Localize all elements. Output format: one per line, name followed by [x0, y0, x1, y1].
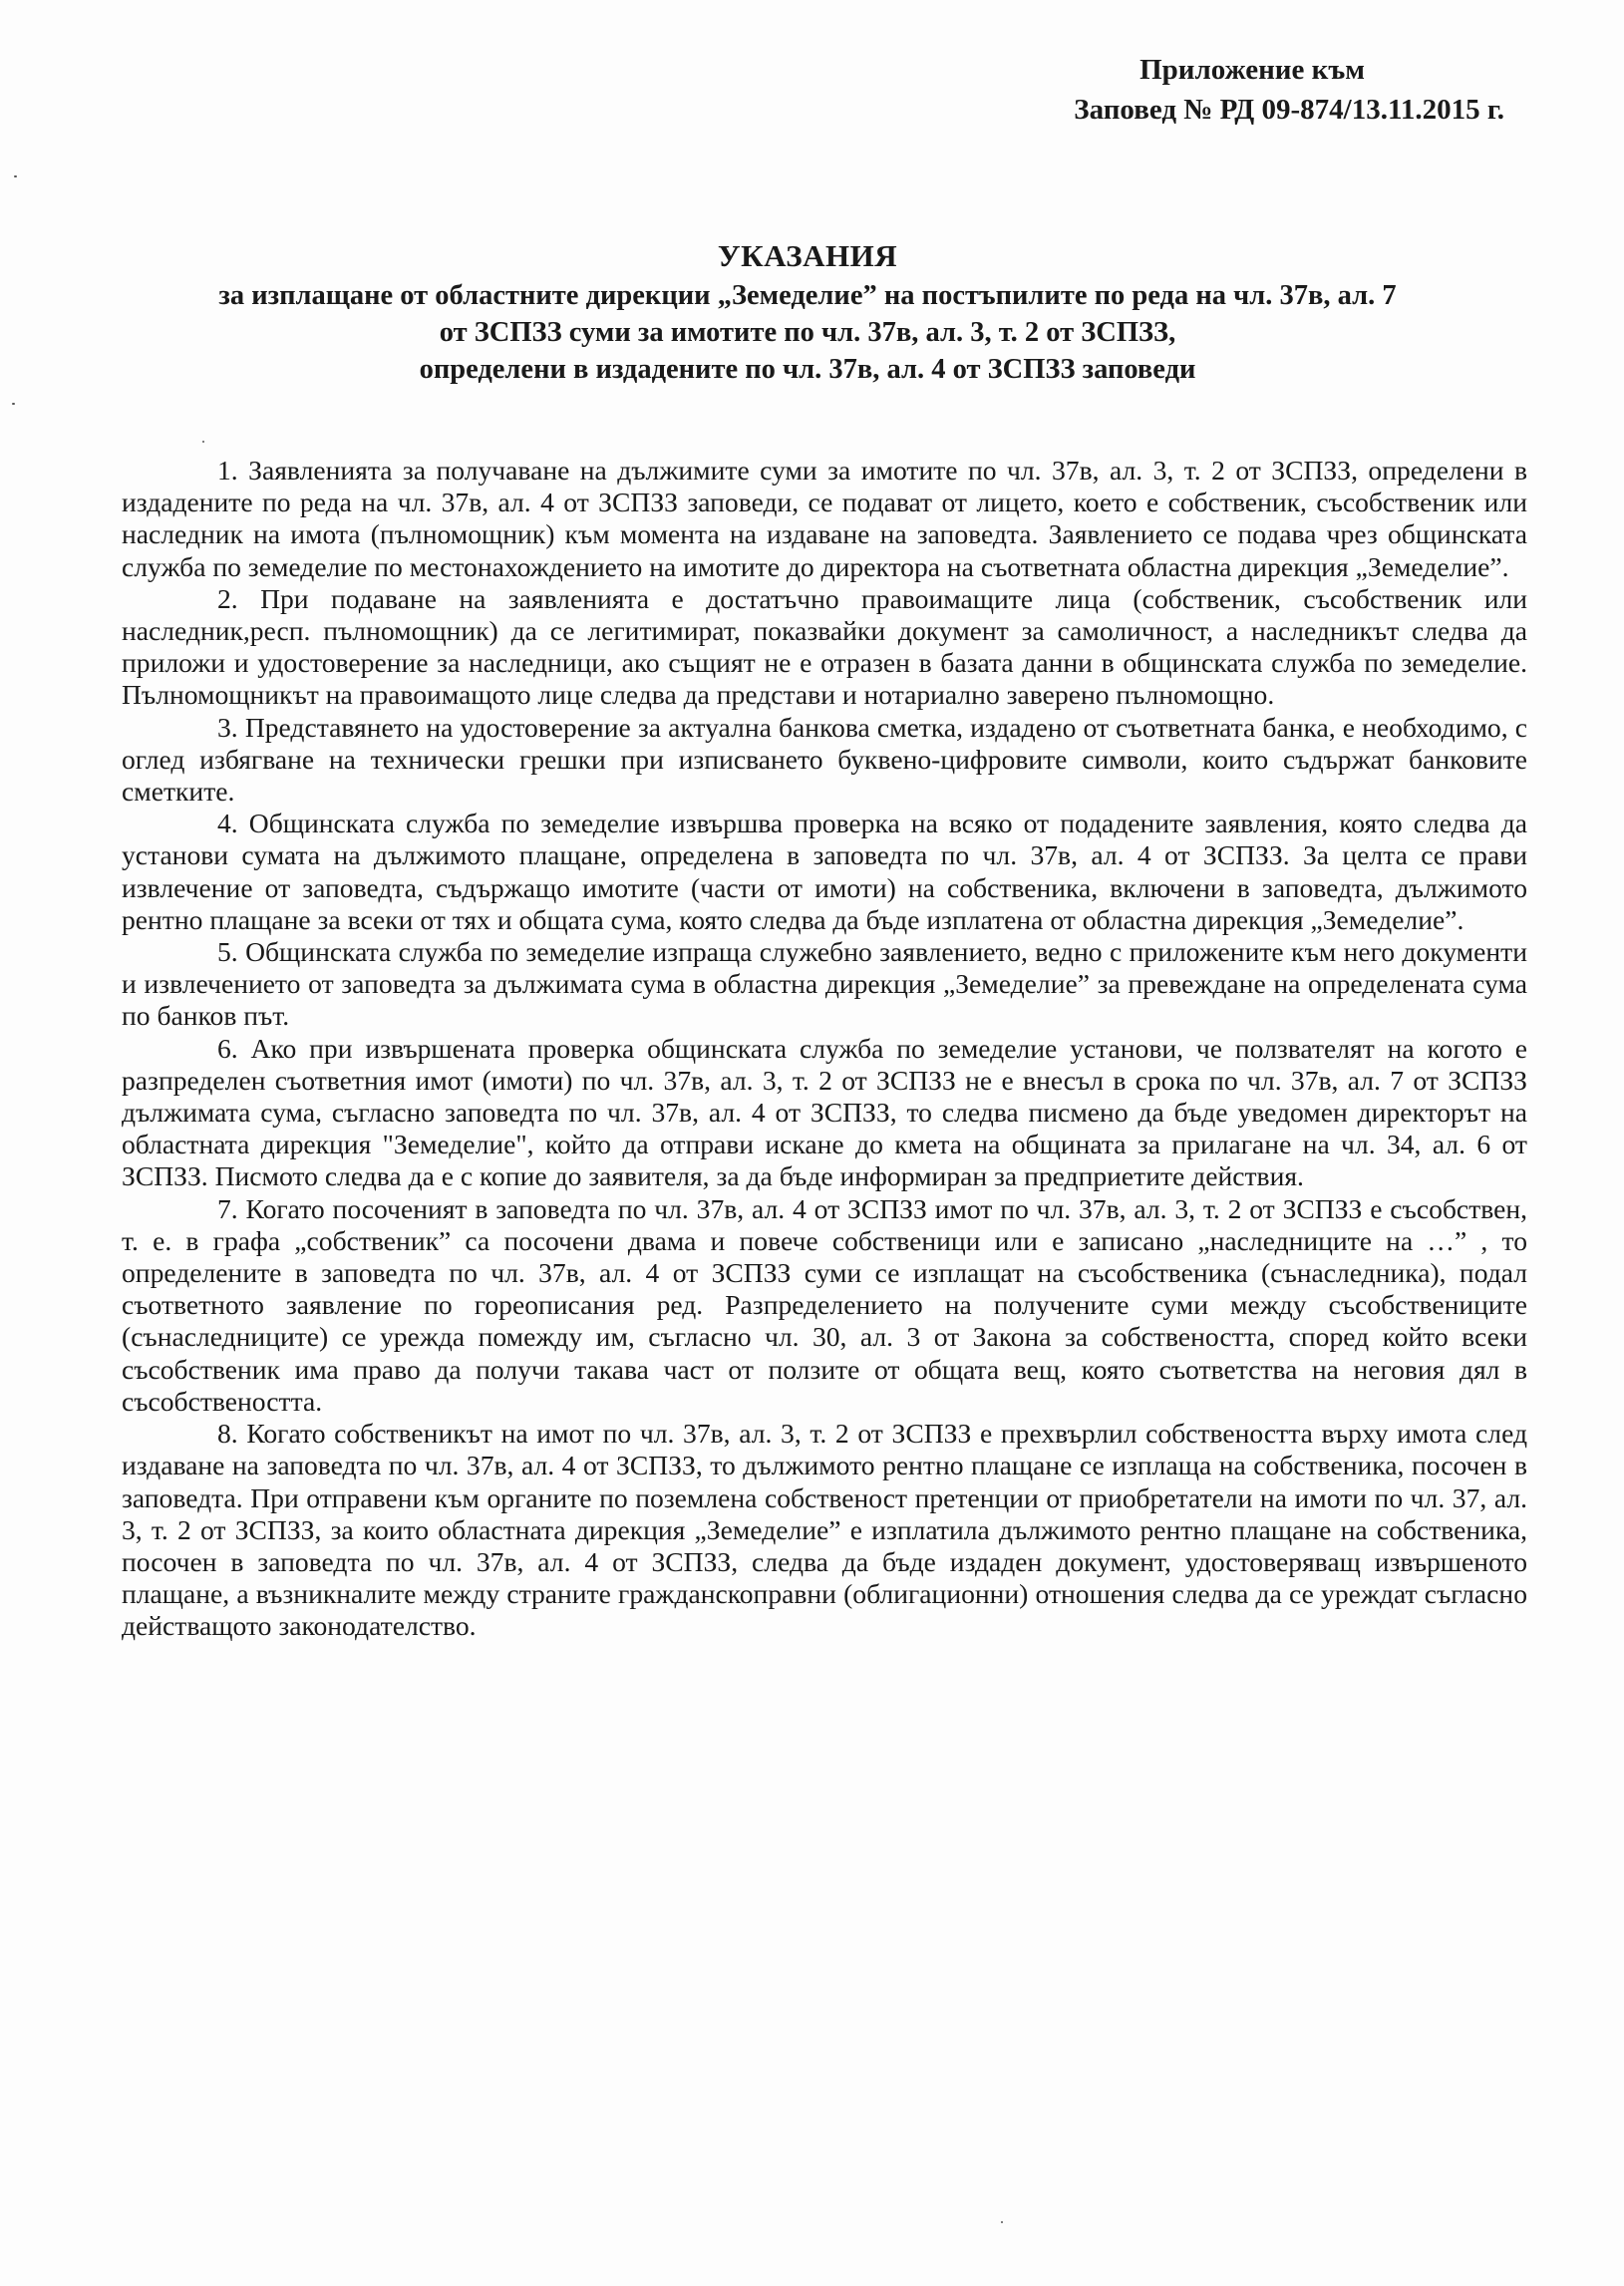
- annex-line-1: Приложение към: [1139, 54, 1365, 86]
- scan-speck: [12, 403, 15, 405]
- paragraph-3: 3. Представянето на удостоверение за актуална банкова сметка, издадено от съответната банка, е необходимо, с оглед избягване на технически грешки при изписването буквено-цифровите символи, които съдържат банковите сметките.: [122, 711, 1527, 808]
- document-title: УКАЗАНИЯ: [717, 238, 898, 273]
- paragraph-6: 6. Ако при извършената проверка общинската служба по земеделие установи, че ползвателят на когото е разпределен съответния имот (имоти) по чл. 37в, ал. 3, т. 2 от ЗСПЗЗ не е внесъл в срока по чл. 37в, ал. 7 от ЗСПЗЗ дължимата сума, съгласно заповедта по чл. 37в, ал. 4 от ЗСПЗЗ, то следва писмено да бъде уведомен директорът на областната дирекция "Земеделие", който да отправи искане до кмета на общината за прилагане на чл. 34, ал. 6 от ЗСПЗЗ. Писмото следва да е с копие до заявителя, за да бъде информиран за предприетите действия.: [122, 1032, 1527, 1192]
- scan-speck: [202, 441, 204, 443]
- paragraph-8: 8. Когато собственикът на имот по чл. 37в, ал. 3, т. 2 от ЗСПЗЗ е прехвърлил собствеността върху имота след издаване на заповедта по чл. 37в, ал. 4 от ЗСПЗЗ, то дължимото рентно плащане се изплаща на собственика, посочен в заповедта. При отправени към органите по поземлена собственост претенции от приобретатели на имоти по чл. 37, ал. 3, т. 2 от ЗСПЗЗ, за които областната дирекция „Земеделие” е изплатила дължимото рентно плащане на собственика, посочен в заповедта по чл. 37в, ал. 4 от ЗСПЗЗ, следва да бъде издаден документ, удостоверяващ извършеното плащане, а възникналите между страните гражданскоправни (облигационни) отношения следва да се уреждат съгласно действащото законодателство.: [122, 1418, 1527, 1642]
- document-body: [122, 455, 1527, 1643]
- subtitle-line-1: за изплащане от областните дирекции „Земеделие” на постъпилите по реда на чл. 37в, ал. 7: [218, 280, 1397, 311]
- paragraph-2: 2. При подаване на заявленията е достатъчно правоимащите лица (собственик, съсобственик или наследник,респ. пълномощник) да се легитимират, показвайки документ за самоличност, а наследникът следва да приложи и удостоверение за наследници, ако същият не е отразен в базата данни в общинската служба по земеделие. Пълномощникът на правоимащото лице следва да представи и нотариално заверено пълномощно.: [122, 582, 1527, 711]
- paragraph-4: 4. Общинската служба по земеделие извършва проверка на всяко от подадените заявления, която следва да установи сумата на дължимото плащане, определена в заповедта по чл. 37в, ал. 4 от ЗСПЗЗ. За целта се прави извлечение от заповедта, съдържащо имотите (части от имоти) на собственика, включени в заповедта, дължимото рентно плащане за всеки от тях и общата сума, която следва да бъде изплатена от областна дирекция „Земеделие”.: [122, 808, 1527, 935]
- scan-speck: [14, 175, 17, 177]
- scan-speck: [1001, 2221, 1003, 2223]
- subtitle-line-2: от ЗСПЗЗ суми за имотите по чл. 37в, ал. 3, т. 2 от ЗСПЗЗ,: [439, 317, 1176, 348]
- paragraph-1: 1. Заявленията за получаване на дължимите суми за имотите по чл. 37в, ал. 3, т. 2 от ЗСПЗЗ, определени в издадените по реда на чл. 37в, ал. 4 от ЗСПЗЗ заповеди, се подават от лицето, което е собственик, съсобственик или наследник на имота (пълномощник) към момента на издаване на заповедта. Заявлението се подава чрез общинската служба по земеделие по местонахождението на имотите до директора на съответната областна дирекция „Земеделие”.: [122, 455, 1527, 582]
- paragraph-7: 7. Когато посоченият в заповедта по чл. 37в, ал. 4 от ЗСПЗЗ имот по чл. 37в, ал. 3, т. 2 от ЗСПЗЗ е съсобствен, т. е. в графа „собственик” са посочени двама и повече собственици или е записано „наследниците на …” , то определените в заповедта по чл. 37в, ал. 4 от ЗСПЗЗ суми се изплащат на съсобственика (сънаследника), подал съответното заявление по гореописания ред. Разпределението на получените суми между съсобствениците (сънаследниците) се урежда помежду им, съгласно чл. 30, ал. 3 от Закона за собствеността, според който всеки съсобственик има право да получи такава част от ползите от общата вещ, която съответства на неговия дял в съсобствеността.: [122, 1192, 1527, 1417]
- subtitle-line-3: определени в издадените по чл. 37в, ал. 4 от ЗСПЗЗ заповеди: [419, 354, 1196, 385]
- paragraph-5: 5. Общинската служба по земеделие изпраща служебно заявлението, ведно с приложените към него документи и извлечението от заповедта за дължимата сума в областна дирекция „Земеделие” за превеждане на определената сума по банков път.: [122, 936, 1527, 1032]
- annex-line-2: Заповед № РД 09-874/13.11.2015 г.: [1074, 94, 1504, 126]
- annex-reference: [1074, 50, 1504, 130]
- title-block: [110, 235, 1505, 388]
